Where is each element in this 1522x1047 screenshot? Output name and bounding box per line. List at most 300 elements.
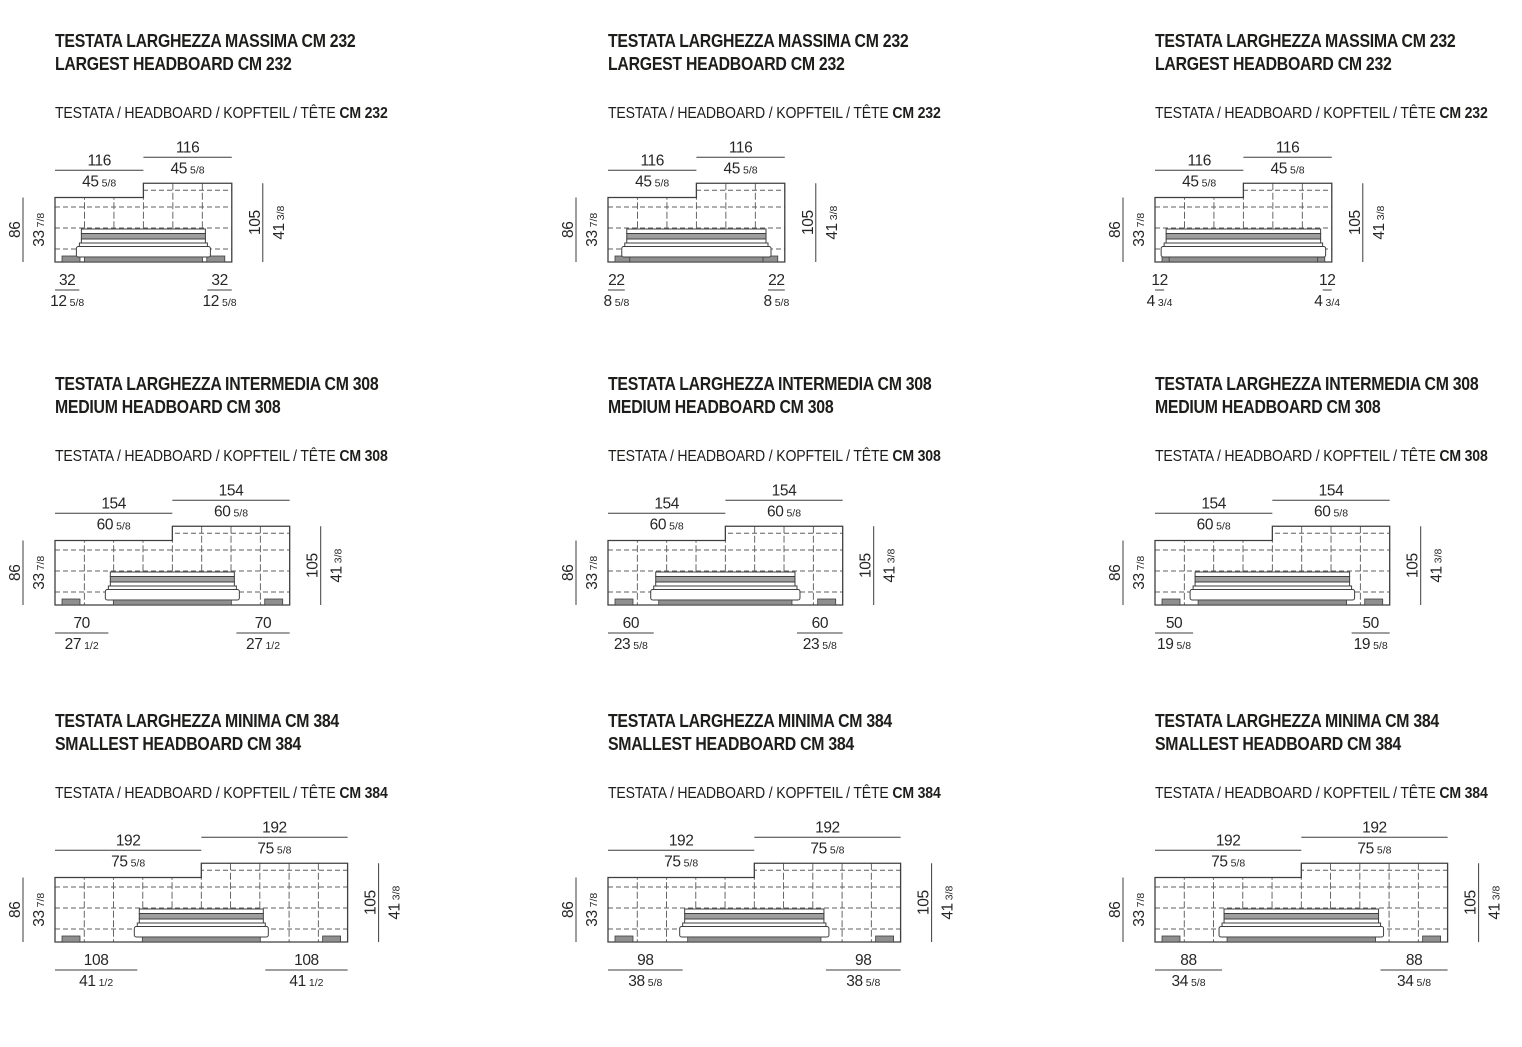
dim-bottom-left-inch-label [603,293,629,310]
dim-top-left-inch-frac: 5/8 [683,857,699,870]
spec-title [608,30,1155,76]
mattress-lower-band [685,919,824,923]
spec-title-line2: LARGEST HEADBOARD CM 232 [1155,54,1392,74]
dim-top-left-cm-label: 116 [1187,152,1211,170]
spec-title-line1: TESTATA LARGHEZZA MASSIMA CM 232 [608,31,909,51]
spec-title-line1: TESTATA LARGHEZZA MINIMA CM 384 [1155,711,1439,731]
dim-height-left-inch-frac: 7/8 [35,555,47,571]
spec-title [55,30,608,76]
spec-subtitle-langs: TESTATA / HEADBOARD / KOPFTEIL / TÊTE [55,785,340,802]
dim-bottom-right-inch-label [1314,293,1340,310]
bed-foot-right [1423,936,1441,942]
dim-bottom-right-inch-int: 8 [763,293,772,310]
dim-height-right-inch-int: 41 [1428,566,1446,583]
bed-foot-right [1365,599,1383,605]
spec-title-line1: TESTATA LARGHEZZA MINIMA CM 384 [608,711,892,731]
bed-foot-left [1162,936,1180,942]
dim-bottom-right-inch-frac: 5/8 [822,640,837,652]
dim-height-left-inch-int: 33 [1131,230,1148,247]
bed-frame [1219,927,1383,938]
bed-frame [76,247,210,258]
dim-bottom-right-inch-int: 41 [289,973,306,990]
dim-bottom-left-inch-int: 34 [1171,973,1188,990]
dim-height-left-inch-frac: 7/8 [588,555,600,571]
spec-subtitle-size: CM 384 [1439,785,1488,802]
dimensions [1107,482,1446,653]
dim-top-left-inch-int: 45 [82,173,99,191]
bed-foot-left [1162,599,1180,605]
base-bar [688,937,821,942]
dim-height-right-inch-label [940,885,957,919]
dim-top-right-inch-label [724,160,758,177]
bed-frame [134,927,268,938]
mattress-stack [622,229,771,262]
mattress-gray-band [110,577,234,583]
mattress-stack [1190,572,1354,605]
bed-foot-right [818,599,836,605]
dim-bottom-left-cm-label: 32 [58,272,76,289]
dim-top-left-cm-label: 116 [87,152,111,170]
spec-subtitle [55,105,542,123]
dim-height-left-cm-label: 86 [7,901,24,918]
spec-title [608,373,1155,419]
dim-top-right-inch-frac: 5/8 [786,507,802,520]
dim-top-left-inch-frac: 5/8 [101,177,117,190]
spec-title-line2: MEDIUM HEADBOARD CM 308 [55,397,281,417]
dim-height-right-inch-frac: 3/8 [390,885,403,901]
headboard-spec-cell [7,710,608,1047]
headboard-technical-drawing [558,475,1070,671]
bed-frame-top-band [137,923,265,927]
mattress-gray-band [81,234,205,240]
dim-bottom-right-inch-frac: 5/8 [1416,977,1432,989]
mattress-top-band [110,572,234,577]
dim-top-left-inch-label [1197,516,1231,533]
mattress-lower-band [110,582,234,586]
base-bar [630,257,763,262]
dim-top-left-inch-label [111,853,145,870]
mattress-stack [134,909,268,942]
headboard-technical-drawing [558,132,1070,328]
dim-top-left-inch-frac: 5/8 [654,177,670,190]
dim-height-right-inch-int: 41 [1370,223,1388,240]
dim-top-right-inch-int: 75 [1357,840,1374,858]
dim-top-right-cm-label: 116 [175,139,200,157]
dim-top-right-inch-label [1271,160,1305,177]
mattress-lower-band [1224,919,1378,923]
headboard-technical-drawing [1105,475,1522,671]
bed-frame [1190,590,1354,601]
base-bar [1169,257,1317,262]
dim-bottom-right-inch-int: 23 [802,636,820,653]
spec-subtitle [608,448,1089,466]
dim-height-left-inch-int: 33 [31,910,48,927]
dim-height-right-cm-label: 105 [304,553,322,578]
dim-top-right-inch-int: 45 [170,160,188,178]
dim-top-left-inch-int: 75 [664,853,681,871]
spec-subtitle [1155,448,1522,466]
dim-bottom-right-inch-int: 38 [846,973,863,990]
dim-bottom-right-cm-label: 88 [1405,952,1423,969]
spec-subtitle-langs: TESTATA / HEADBOARD / KOPFTEIL / TÊTE [608,448,893,465]
dim-height-left-inch-frac: 7/8 [588,212,600,228]
spec-title-line1: TESTATA LARGHEZZA MINIMA CM 384 [55,711,339,731]
headboard-spec-cell [7,30,608,373]
dim-top-left-inch-label [635,173,669,190]
dim-bottom-left-cm-label: 108 [83,952,109,969]
dim-top-left-cm-label: 192 [668,832,694,850]
dim-top-right-inch-frac: 5/8 [1376,844,1392,857]
dim-bottom-right-inch-label [1397,973,1431,990]
dim-height-left-inch-label [1131,556,1148,590]
dim-bottom-right-inch-int: 27 [245,636,263,653]
dim-height-left-inch-label [31,893,48,927]
dim-bottom-right-inch-frac: 1/2 [265,640,281,652]
dim-height-right-inch-label [824,205,841,239]
mattress-top-band [81,229,205,234]
dim-height-left-cm-label: 86 [1107,221,1124,238]
spec-title [1155,710,1522,756]
dim-bottom-left-inch-int: 8 [603,293,612,310]
bed-frame [1161,247,1325,258]
dim-height-left-cm-label: 86 [7,564,24,581]
dim-height-right-inch-int: 41 [939,903,957,920]
dim-height-left-inch-label [584,893,601,927]
dim-height-left-inch-int: 33 [31,573,48,590]
dim-top-left-inch-label [1182,173,1216,190]
bed-frame [651,590,800,601]
dim-bottom-left-inch-frac: 5/8 [647,977,663,989]
bed-foot-right [876,936,894,942]
bed-frame-top-band [654,586,797,590]
dim-height-right-inch-int: 41 [1486,903,1504,920]
spec-subtitle-langs: TESTATA / HEADBOARD / KOPFTEIL / TÊTE [55,448,340,465]
dim-bottom-left-cm-label: 98 [637,952,654,969]
mattress-gray-band [1224,914,1378,920]
dim-top-left-inch-int: 75 [1211,853,1228,871]
dim-height-right-inch-label [1429,548,1446,582]
mattress-lower-band [81,239,205,243]
dim-height-left-inch-int: 33 [1131,910,1148,927]
dim-bottom-right-cm-label: 12 [1318,272,1336,289]
dim-top-right-inch-int: 60 [213,503,231,521]
mattress-top-band [1224,909,1378,914]
dim-height-right-inch-frac: 3/8 [943,885,956,901]
spec-subtitle-langs: TESTATA / HEADBOARD / KOPFTEIL / TÊTE [608,105,893,122]
dim-height-left-inch-int: 33 [1131,573,1148,590]
base-bar [142,937,260,942]
dim-height-left-inch-label [584,213,601,247]
base-bar [1227,937,1375,942]
dim-bottom-right-inch-label [846,973,880,990]
spec-title [1155,373,1522,419]
dim-height-right-inch-frac: 3/8 [827,205,840,221]
spec-title-line1: TESTATA LARGHEZZA INTERMEDIA CM 308 [608,374,932,394]
dim-height-left-inch-int: 33 [584,230,601,247]
dim-bottom-right-inch-label [246,636,280,653]
dim-top-right-inch-int: 60 [1313,503,1331,521]
dim-bottom-right-cm-label: 50 [1362,615,1379,632]
spec-title-line2: MEDIUM HEADBOARD CM 308 [608,397,834,417]
spec-title-line1: TESTATA LARGHEZZA INTERMEDIA CM 308 [1155,374,1479,394]
spec-subtitle [1155,785,1522,803]
dim-top-left-cm-label: 154 [654,495,680,513]
dim-top-right-inch-label [810,840,844,857]
dim-bottom-left-cm-label: 70 [73,615,90,632]
base-bar [659,600,792,605]
dim-bottom-left-inch-int: 19 [1157,636,1174,653]
dim-top-left-cm-label: 154 [101,495,127,513]
spec-subtitle-langs: TESTATA / HEADBOARD / KOPFTEIL / TÊTE [1155,105,1440,122]
dim-height-left-inch-int: 33 [31,230,48,247]
headboard-spec-cell [560,373,1155,710]
dim-top-right-cm-label: 116 [728,139,753,157]
dim-bottom-right-inch-int: 4 [1314,293,1323,310]
dim-bottom-right-inch-label [289,973,323,990]
dim-top-left-inch-int: 45 [635,173,652,191]
spec-subtitle-langs: TESTATA / HEADBOARD / KOPFTEIL / TÊTE [1155,448,1440,465]
dim-top-left-inch-frac: 5/8 [1230,857,1246,870]
dim-height-right-inch-label [329,548,346,582]
dim-top-left-inch-frac: 5/8 [669,520,684,533]
dimensions [7,819,404,990]
spec-title-line2: SMALLEST HEADBOARD CM 384 [608,734,854,754]
dim-top-right-inch-label [171,160,205,177]
headboard-technical-drawing [5,812,517,1008]
dim-top-right-inch-int: 45 [1270,160,1288,178]
dim-bottom-left-inch-label [50,293,84,310]
mattress-stack [1219,909,1383,942]
mattress-top-band [1166,229,1320,234]
mattress-top-band [656,572,795,577]
dim-top-right-cm-label: 154 [218,482,244,500]
dim-bottom-left-inch-label [79,973,113,990]
dim-top-right-inch-label [257,840,291,857]
dim-top-left-inch-label [1211,853,1245,870]
dimensions [7,482,346,653]
spec-subtitle-langs: TESTATA / HEADBOARD / KOPFTEIL / TÊTE [55,105,340,122]
headboard-spec-cell [1107,710,1522,1047]
headboard-spec-cell [560,710,1155,1047]
spec-subtitle [1155,105,1522,123]
dimensions [560,139,841,310]
dim-top-right-inch-label [214,503,248,520]
dim-top-right-inch-frac: 5/8 [233,507,249,520]
dim-top-right-cm-label: 116 [1275,139,1300,157]
dim-height-right-inch-frac: 3/8 [1374,205,1387,221]
dim-height-right-cm-label: 105 [1404,553,1422,578]
bed-frame-top-band [79,243,207,247]
headboard-technical-drawing [558,812,1070,1008]
dim-top-left-inch-int: 60 [96,516,114,534]
bed-foot-right [265,599,283,605]
mattress-top-band [1195,572,1349,577]
dim-bottom-left-inch-frac: 3/4 [1157,297,1173,309]
dim-top-right-inch-label [1314,503,1348,520]
dim-bottom-right-inch-frac: 5/8 [865,977,881,989]
dim-height-right-inch-frac: 3/8 [885,548,898,564]
spec-subtitle [608,785,1089,803]
bed-foot-left [615,936,633,942]
dim-bottom-right-inch-label [203,293,237,310]
base-bar [1198,600,1346,605]
spec-subtitle-size: CM 384 [892,785,941,802]
dim-height-left-inch-frac: 7/8 [588,892,600,908]
spec-subtitle [55,448,542,466]
dim-bottom-right-cm-label: 98 [855,952,872,969]
dim-top-right-inch-frac: 5/8 [829,844,845,857]
dim-height-left-cm-label: 86 [560,564,577,581]
dim-height-left-inch-frac: 7/8 [1135,212,1147,228]
dim-top-left-inch-frac: 5/8 [116,520,131,533]
dim-height-right-inch-frac: 3/8 [1432,548,1445,564]
mattress-top-band [627,229,766,234]
dim-top-left-inch-int: 60 [1196,516,1214,534]
mattress-lower-band [1195,582,1349,586]
dimensions [560,482,899,653]
dim-top-right-cm-label: 192 [262,819,287,837]
spec-subtitle-size: CM 384 [339,785,388,802]
dim-top-left-inch-label [664,853,698,870]
dim-bottom-right-cm-label: 108 [294,952,319,969]
bed-foot-left [62,599,80,605]
dim-height-left-inch-label [31,213,48,247]
mattress-stack [105,572,239,605]
dim-bottom-left-cm-label: 22 [608,272,625,289]
spec-title-line2: LARGEST HEADBOARD CM 232 [55,54,292,74]
dim-height-right-cm-label: 105 [915,890,933,915]
dim-height-left-cm-label: 86 [560,901,577,918]
dim-top-left-inch-label [82,173,116,190]
dim-bottom-right-cm-label: 32 [211,272,228,289]
headboard-spec-cell [7,373,608,710]
mattress-lower-band [627,239,766,243]
spec-subtitle-langs: TESTATA / HEADBOARD / KOPFTEIL / TÊTE [608,785,893,802]
dim-top-right-inch-int: 45 [723,160,741,178]
bed-frame [622,247,771,258]
spec-subtitle-size: CM 232 [1439,105,1488,122]
dim-top-left-cm-label: 154 [1201,495,1227,513]
dim-bottom-left-cm-label: 88 [1180,952,1197,969]
bed-frame-top-band [1164,243,1322,247]
bed-frame [105,590,239,601]
dim-bottom-left-inch-frac: 5/8 [633,640,648,652]
base-bar [84,257,202,262]
dim-top-right-inch-frac: 5/8 [276,844,292,857]
dim-bottom-left-inch-int: 41 [79,973,96,990]
mattress-gray-band [1195,577,1349,583]
mattress-top-band [685,909,824,914]
dim-bottom-left-inch-int: 23 [613,636,631,653]
dim-top-right-inch-int: 75 [810,840,827,858]
dim-height-right-inch-label [882,548,899,582]
dim-bottom-left-inch-int: 4 [1146,293,1155,310]
mattress-gray-band [685,914,824,920]
mattress-gray-band [1166,234,1320,240]
dimensions [1107,139,1388,310]
dim-bottom-right-cm-label: 70 [254,615,272,632]
dim-bottom-left-inch-label [1157,636,1191,653]
dim-height-left-cm-label: 86 [560,221,577,238]
mattress-lower-band [1166,239,1320,243]
dim-top-right-inch-frac: 5/8 [743,164,758,177]
dim-height-right-inch-int: 41 [881,566,899,583]
dim-bottom-left-inch-frac: 1/2 [84,640,99,652]
dim-height-right-cm-label: 105 [1346,210,1364,235]
dim-bottom-right-inch-frac: 5/8 [222,297,237,309]
dim-bottom-left-inch-frac: 5/8 [1190,977,1206,989]
dim-height-left-inch-label [584,556,601,590]
mattress-lower-band [139,919,263,923]
dim-top-left-inch-frac: 5/8 [130,857,146,870]
dim-top-left-inch-int: 45 [1182,173,1199,191]
spec-subtitle-size: CM 308 [1439,448,1488,465]
dim-bottom-left-inch-label [1171,973,1205,990]
bed-frame [680,927,829,938]
dim-top-left-inch-frac: 5/8 [1201,177,1217,190]
dim-height-right-inch-label [1371,205,1388,239]
dim-height-left-cm-label: 86 [1107,901,1124,918]
dim-top-right-cm-label: 192 [815,819,840,837]
dim-top-left-cm-label: 192 [115,832,141,850]
headboard-technical-drawing [1105,132,1522,328]
mattress-stack [680,909,829,942]
mattress-top-band [139,909,263,914]
dim-bottom-left-cm-label: 60 [622,615,640,632]
dim-height-left-inch-int: 33 [584,573,601,590]
spec-title [55,710,608,756]
dim-height-right-inch-int: 41 [823,223,841,240]
dimensions [560,819,957,990]
spec-title-line2: MEDIUM HEADBOARD CM 308 [1155,397,1381,417]
bed-frame-top-band [683,923,826,927]
headboard-spec-cell [560,30,1155,373]
dim-height-right-inch-label [1487,885,1504,919]
dim-height-left-inch-int: 33 [584,910,601,927]
dim-top-left-inch-int: 60 [649,516,667,534]
dim-height-right-cm-label: 105 [1462,890,1480,915]
spec-subtitle-langs: TESTATA / HEADBOARD / KOPFTEIL / TÊTE [1155,785,1440,802]
dim-bottom-left-inch-int: 38 [628,973,645,990]
dim-bottom-left-cm-label: 50 [1165,615,1183,632]
dim-height-right-inch-int: 41 [270,223,288,240]
dim-bottom-left-inch-label [65,636,99,653]
mattress-lower-band [656,582,795,586]
dim-bottom-left-inch-int: 12 [50,293,67,310]
dim-bottom-right-inch-int: 34 [1397,973,1414,990]
dimensions [7,139,288,310]
dim-height-left-cm-label: 86 [1107,564,1124,581]
dim-height-right-cm-label: 105 [799,210,817,235]
bed-frame-top-band [1193,586,1351,590]
dim-top-right-inch-frac: 5/8 [1333,507,1349,520]
dim-bottom-left-inch-frac: 5/8 [69,297,85,309]
dim-bottom-left-inch-label [1147,293,1173,310]
dim-height-left-inch-label [31,556,48,590]
dim-height-left-cm-label: 86 [7,221,24,238]
spec-title [1155,30,1522,76]
headboard-technical-drawing [5,132,517,328]
spec-subtitle-size: CM 232 [339,105,388,122]
bed-frame-top-band [625,243,768,247]
dim-top-right-inch-frac: 5/8 [190,164,205,177]
dim-top-right-cm-label: 154 [771,482,797,500]
dim-height-right-cm-label: 105 [362,890,380,915]
dim-bottom-left-inch-label [614,636,648,653]
spec-title-line1: TESTATA LARGHEZZA MASSIMA CM 232 [55,31,356,51]
dim-height-left-inch-frac: 7/8 [35,892,47,908]
headboard-technical-drawing [5,475,517,671]
